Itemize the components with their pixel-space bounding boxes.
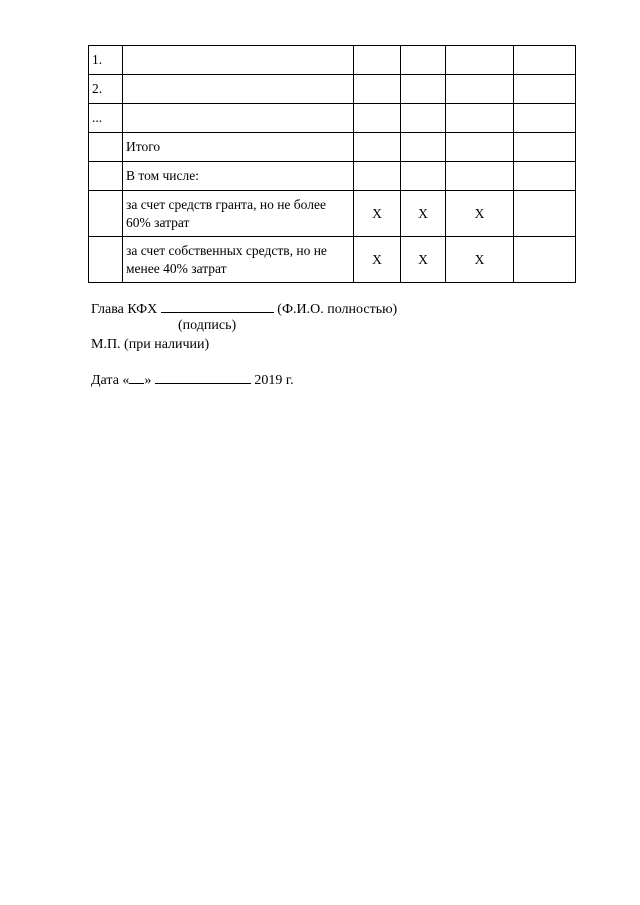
row-number (89, 162, 123, 191)
row-label-line: менее 40% затрат (126, 260, 227, 276)
table-cell (354, 75, 401, 104)
cost-table (88, 45, 576, 283)
table-row (89, 46, 576, 75)
x-mark: X (446, 237, 514, 283)
x-mark: X (446, 191, 514, 237)
table-cell (446, 46, 514, 75)
date-prefix: Дата « (91, 373, 130, 388)
x-mark: X (401, 191, 446, 237)
date-day-blank (129, 370, 144, 384)
row-number (89, 237, 123, 283)
signature-prefix: Глава КФХ (91, 302, 161, 317)
stamp-note: М.П. (при наличии) (91, 337, 210, 352)
date-line (91, 370, 294, 390)
table-row-own-funds (89, 237, 576, 283)
table-cell (514, 133, 576, 162)
table-row-total (89, 133, 576, 162)
table-cell (446, 104, 514, 133)
signature-line (91, 299, 397, 319)
table-cell (401, 75, 446, 104)
table-cell (514, 75, 576, 104)
x-mark: X (401, 237, 446, 283)
row-label-line: 60% затрат (126, 214, 190, 230)
date-month-blank (155, 370, 251, 384)
row-number (89, 191, 123, 237)
table-row (89, 104, 576, 133)
table-cell (401, 133, 446, 162)
row-label-including: В том числе: (123, 162, 354, 191)
signature-caption: (подпись) (178, 318, 237, 333)
table-cell (401, 46, 446, 75)
table-cell (446, 75, 514, 104)
table-row (89, 75, 576, 104)
table-cell (401, 162, 446, 191)
table-cell (354, 104, 401, 133)
x-mark: X (354, 191, 401, 237)
row-label (123, 75, 354, 104)
row-label-grant (123, 191, 354, 237)
row-label-total: Итого (123, 133, 354, 162)
table-row-including (89, 162, 576, 191)
row-label (123, 104, 354, 133)
row-number: 2. (89, 75, 123, 104)
x-mark: X (354, 237, 401, 283)
table-cell (514, 237, 576, 283)
signature-blank (161, 299, 274, 313)
table-cell (446, 133, 514, 162)
row-number (89, 133, 123, 162)
table-cell (446, 162, 514, 191)
row-number: ... (89, 104, 123, 133)
row-label (123, 46, 354, 75)
table-cell (514, 104, 576, 133)
table-cell (514, 162, 576, 191)
date-middle: » (144, 373, 155, 388)
table-cell (354, 46, 401, 75)
date-suffix: 2019 г. (250, 373, 294, 388)
table-cell (514, 46, 576, 75)
row-label-line: за счет собственных средств, но не (126, 242, 327, 258)
row-label-own-funds (123, 237, 354, 283)
row-label-line: за счет средств гранта, но не более (126, 196, 326, 212)
signature-suffix: (Ф.И.О. полностью) (273, 302, 398, 317)
table-row-grant (89, 191, 576, 237)
table-cell (354, 162, 401, 191)
table-cell (401, 104, 446, 133)
table-cell (354, 133, 401, 162)
table-cell (514, 191, 576, 237)
row-number: 1. (89, 46, 123, 75)
